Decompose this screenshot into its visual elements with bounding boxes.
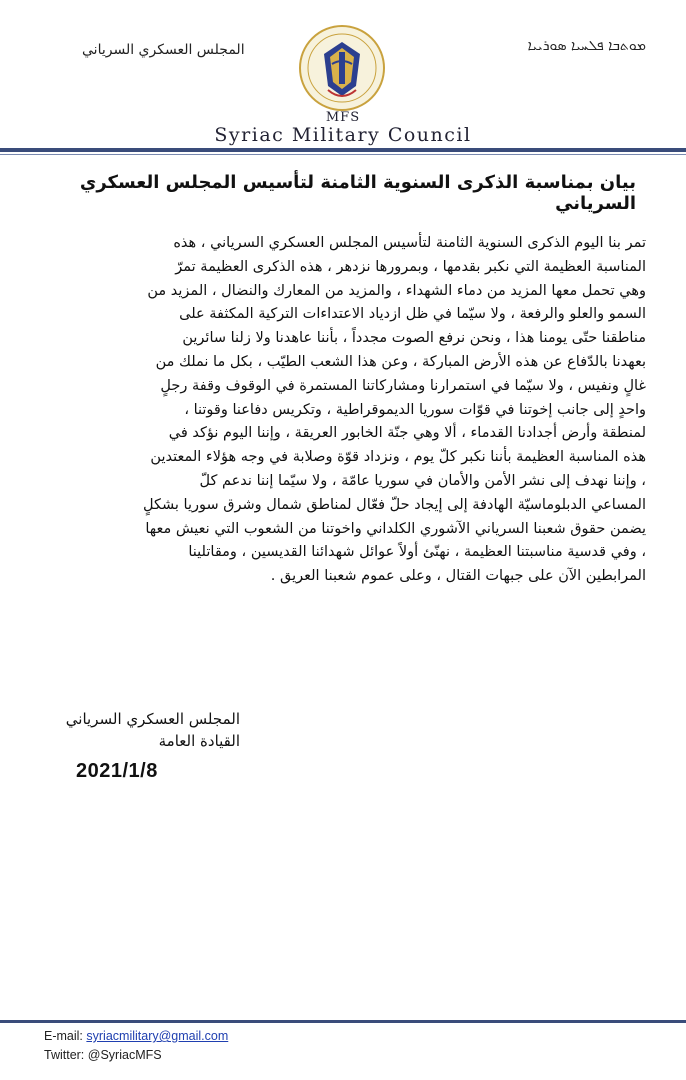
body-line: واحدٍ إلى جانب إخوتنا في قوّات سوريا الديموقراطية ، وتكريس دفاعنا وقوتنا ، <box>184 401 646 418</box>
body-line: وهي تحمل معها المزيد من دماء الشهداء ، والمزيد من المعارك والنضال ، المزيد من <box>147 282 646 299</box>
council-seal-logo <box>298 24 386 112</box>
body-line: ، وإننا نهدف إلى نشر الأمن والأمان في سوريا عامّة ، ولا سيّما إننا ندعم كلّ <box>199 472 646 489</box>
statement-body <box>40 232 646 589</box>
twitter-label: Twitter: <box>44 1048 85 1062</box>
email-row <box>44 1027 228 1046</box>
letterhead <box>0 0 686 150</box>
email-label: E-mail: <box>44 1029 83 1043</box>
body-line: هذه المناسبة العظيمة بأننا نكبر كلّ يوم ، ونزداد قوّة وصلابة في وجه هؤلاء المعتدين <box>150 449 646 466</box>
body-line: تمر بنا اليوم الذكرى السنوية الثامنة لتأسيس المجلس العسكري السرياني ، هذه <box>173 235 646 251</box>
logo-abbreviation: MFS <box>325 110 361 125</box>
contact-footer <box>44 1027 228 1065</box>
statement-date: 2021/1/8 <box>76 760 158 782</box>
email-link[interactable]: syriacmilitary@gmail.com <box>86 1029 229 1043</box>
body-line: مناطقنا حتّى يومنا هذا ، ونحن نرفع الصوت مجدداً ، بأننا عاهدنا ولا زلنا سائرين <box>182 330 646 347</box>
header-syriac-name: ܡܘܬܒܐ ܦܠܚܝܐ ܣܘܪܝܝܐ <box>527 38 646 54</box>
statement-title: بيان بمناسبة الذكرى السنوية الثامنة لتأسيس المجلس العسكري السرياني <box>79 172 636 214</box>
body-line: المرابطين الآن على جبهات القتال ، وعلى عموم شعبنا العريق . <box>270 568 646 585</box>
footer-divider <box>0 1020 686 1023</box>
signature-command: القيادة العامة <box>158 732 240 750</box>
body-line: المناسبة العظيمة التي نكبر بقدمها ، وبمرورها نزدهر ، هذه الذكرى العظيمة تمرّ <box>175 258 646 275</box>
organization-name: Syriac Military Council <box>214 124 472 146</box>
signature-organization: المجلس العسكري السرياني <box>65 710 240 728</box>
header-divider-thin <box>0 154 686 155</box>
body-line: لمنطقة وأرض أجدادنا القدماء ، ألا وهي جنّة الخابور العريقة ، وإننا اليوم نؤكد في <box>168 425 646 442</box>
twitter-handle[interactable]: @SyriacMFS <box>87 1048 162 1062</box>
signature-block <box>0 708 240 752</box>
body-line: غالٍ ونفيس ، ولا سيّما في استمرارنا ومشاركاتنا المستمرة في الوقوف وقفة رجلٍ <box>160 377 646 394</box>
body-line: يضمن حقوق شعبنا السرياني الآشوري الكلداني واخوتنا من الشعوب التي نعيش معها <box>145 520 646 537</box>
twitter-row <box>44 1046 228 1065</box>
body-line: المساعي الدبلوماسيّة الهادفة إلى إيجاد حلّ فعّال لمناطق شمال وشرق سوريا بشكلٍ <box>142 496 646 513</box>
body-line: بعهدنا بالدّفاع عن هذه الأرض المباركة ، وعن هذا الشعب الطيّب ، بكل ما نملك من <box>155 353 646 370</box>
header-arabic-name: المجلس العسكري السرياني <box>82 42 245 58</box>
header-divider <box>0 148 686 152</box>
body-line: ، وفي قدسية مناسبتنا العظيمة ، نهنّئ أولاً عوائل شهدائنا القديسين ، ومقاتلينا <box>188 544 646 561</box>
body-line: السمو والعلو والرفعة ، ولا سيّما في ظل ازدياد الاعتداءات التركية المكثفة على <box>179 306 646 323</box>
